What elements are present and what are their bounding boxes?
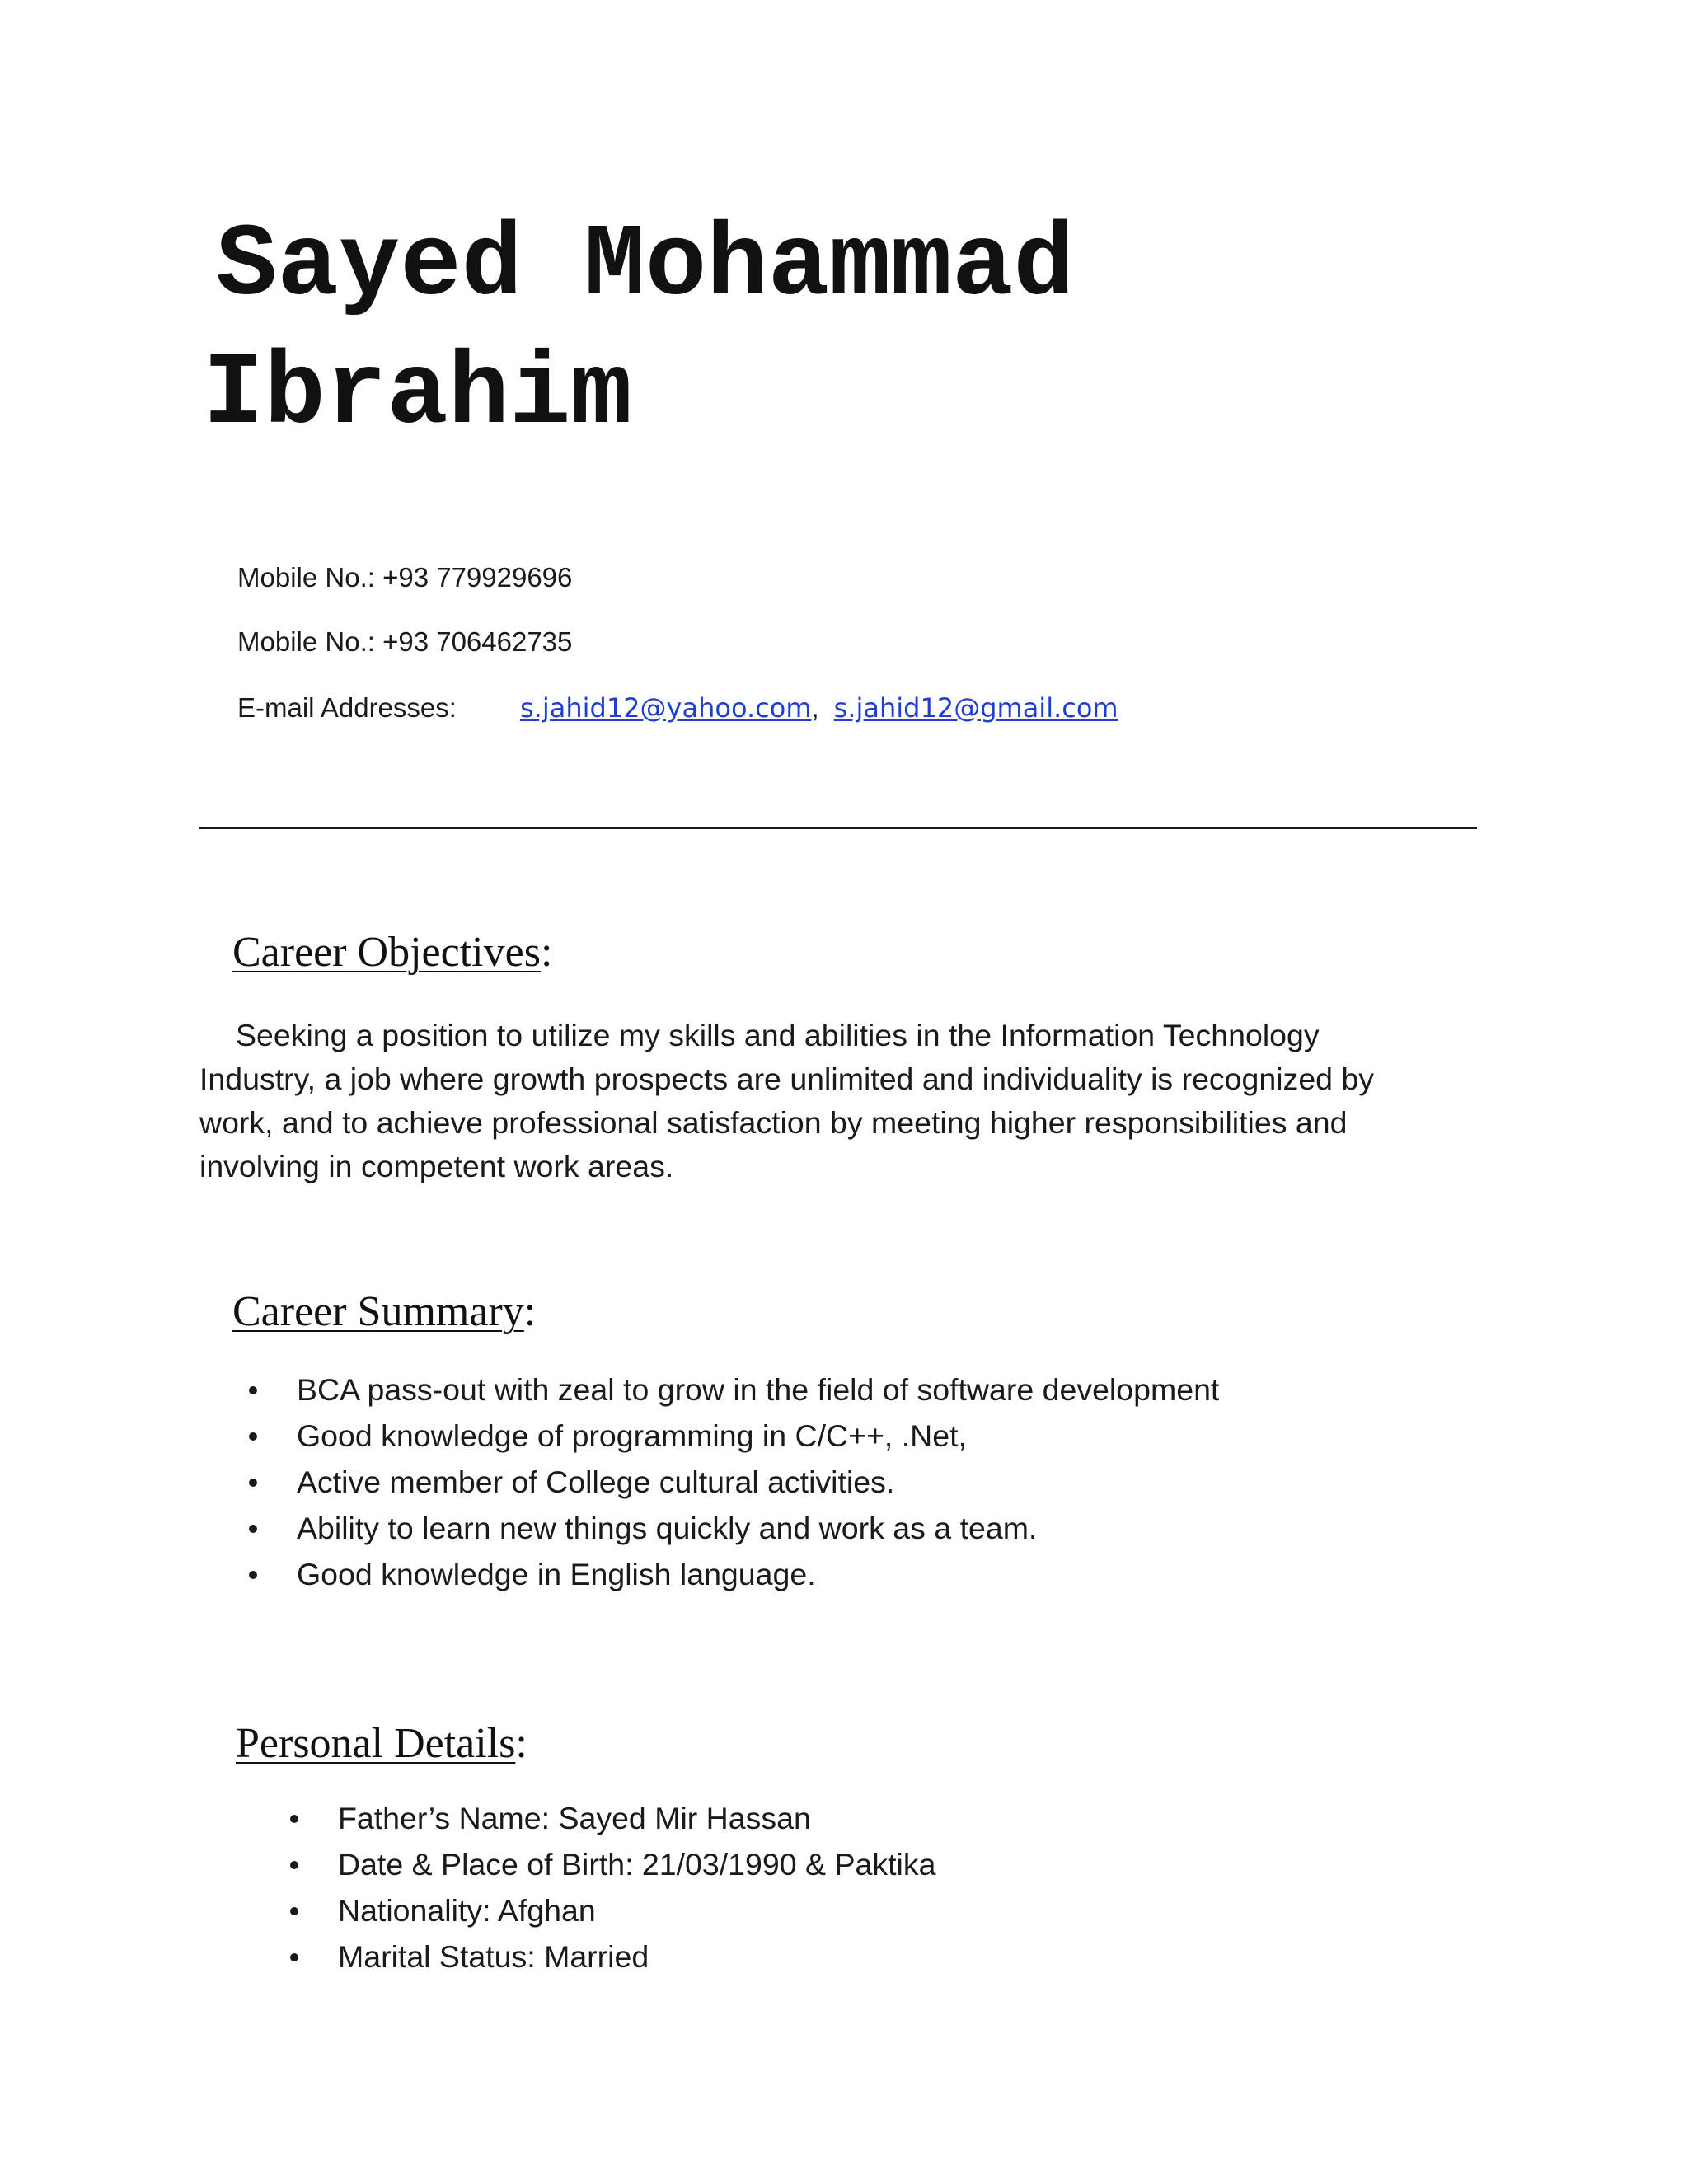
name-second-line: Ibrahim bbox=[203, 338, 632, 453]
bullet-icon bbox=[249, 1525, 257, 1533]
email-row bbox=[237, 692, 1118, 724]
header-divider bbox=[199, 827, 1477, 829]
list-item bbox=[297, 1372, 1220, 1421]
email-separator: , bbox=[811, 692, 819, 723]
career-objectives-heading bbox=[232, 931, 552, 974]
bullet-icon bbox=[290, 1815, 298, 1823]
career-summary-heading bbox=[232, 1288, 537, 1335]
mobile-number-2: Mobile No.: +93 706462735 bbox=[237, 626, 573, 657]
summary-item-text: BCA pass-out with zeal to grow in the field of software development bbox=[297, 1372, 1220, 1407]
personal-details-heading bbox=[236, 1722, 528, 1765]
career-objectives-heading-text: Career Objectives bbox=[232, 929, 541, 976]
list-item bbox=[338, 1893, 935, 1942]
bullet-icon bbox=[290, 1861, 298, 1869]
list-item bbox=[338, 1803, 935, 1849]
bullet-icon bbox=[249, 1386, 257, 1394]
career-objectives-heading-colon: : bbox=[540, 929, 553, 976]
career-summary-heading-text: Career Summary bbox=[232, 1288, 524, 1335]
summary-item-text: Ability to learn new things quickly and work as a team. bbox=[297, 1511, 1038, 1545]
list-item bbox=[338, 1939, 935, 1988]
objective-line-3: work, and to achieve professional satisfaction by meeting higher responsibilities and bbox=[199, 1105, 1348, 1140]
career-objectives-paragraph bbox=[199, 1014, 1485, 1188]
bullet-icon bbox=[249, 1432, 257, 1441]
career-summary-heading-colon: : bbox=[523, 1288, 537, 1335]
bullet-icon bbox=[290, 1907, 298, 1915]
career-summary-list bbox=[297, 1372, 1220, 1605]
bullet-icon bbox=[249, 1571, 257, 1579]
personal-item-text: Nationality: Afghan bbox=[338, 1893, 596, 1928]
summary-item-text: Good knowledge in English language. bbox=[297, 1557, 816, 1591]
summary-item-text: Good knowledge of programming in C/C++, .Net, bbox=[297, 1418, 967, 1453]
list-item bbox=[297, 1418, 1219, 1467]
objective-line-4: involving in competent work areas. bbox=[199, 1149, 674, 1183]
mobile-number-1: Mobile No.: +93 779929696 bbox=[237, 562, 573, 593]
list-item bbox=[297, 1467, 1219, 1513]
email-label: E-mail Addresses: bbox=[237, 692, 457, 723]
email-link-gmail[interactable]: s.jahid12@gmail.com bbox=[833, 692, 1118, 724]
personal-details-heading-colon: : bbox=[515, 1720, 528, 1767]
bullet-icon bbox=[290, 1953, 298, 1961]
objective-line-2: Industry, a job where growth prospects are unlimited and individuality is recognized by bbox=[199, 1062, 1375, 1096]
list-item bbox=[338, 1849, 935, 1896]
personal-item-text: Father’s Name: Sayed Mir Hassan bbox=[338, 1801, 811, 1835]
summary-item-text: Active member of College cultural activities. bbox=[297, 1465, 895, 1499]
list-item bbox=[297, 1559, 1219, 1605]
personal-details-heading-text: Personal Details bbox=[236, 1720, 516, 1767]
email-link-yahoo[interactable]: s.jahid12@yahoo.com bbox=[520, 692, 812, 724]
personal-details-list bbox=[338, 1803, 935, 1988]
personal-item-text: Marital Status: Married bbox=[338, 1939, 649, 1974]
name-first-line: Sayed Mohammad bbox=[216, 209, 1075, 325]
objective-line-1: Seeking a position to utilize my skills and abilities in the Information Technology bbox=[236, 1018, 1320, 1052]
bullet-icon bbox=[249, 1479, 257, 1487]
list-item bbox=[297, 1513, 1219, 1559]
personal-item-text: Date & Place of Birth: 21/03/1990 & Paktika bbox=[338, 1847, 936, 1882]
